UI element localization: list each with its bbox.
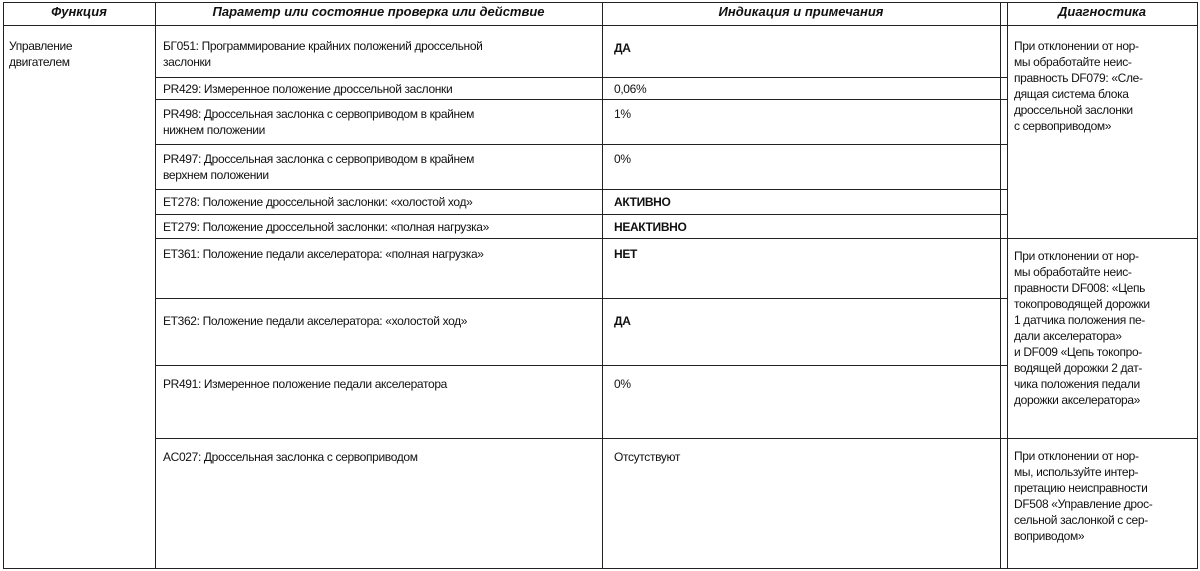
indication-cell: ДА [614, 41, 631, 55]
parameter-cell: БГ051: Программирование крайних положений дроссельной заслонки [163, 39, 483, 69]
header-indication: Индикация и примечания [718, 4, 884, 19]
row-divider [155, 77, 1008, 78]
header-parameter: Параметр или состояние проверка или действие [212, 4, 545, 19]
indication-cell: 0,06% [614, 82, 647, 96]
table-border-left [3, 2, 4, 569]
row-divider [155, 238, 1198, 239]
diagnostics-cell: При отклонении от нор- мы, используйте интер- претацию неисправности DF508 «Управление дрос- сельной заслонкой с сер- воприводом» [1014, 449, 1153, 543]
function-cell: Управление двигателем [9, 39, 73, 69]
row-divider [155, 214, 1008, 215]
row-divider [155, 189, 1008, 190]
parameter-cell: PR491: Измеренное положение педали акселератора [163, 377, 447, 391]
indication-cell: 0% [614, 377, 631, 391]
row-divider [155, 365, 1008, 366]
indication-cell: Отсутствуют [614, 450, 681, 464]
diagnostics-cell: При отклонении от нор- мы обработайте неис- правность DF079: «Сле- дящая система блока дроссельной заслонки с сервоприводом» [1014, 39, 1143, 133]
column-divider-2 [602, 2, 603, 569]
header-diagnostics: Диагностика [1058, 4, 1146, 19]
column-divider-4 [1007, 2, 1008, 569]
indication-cell: АКТИВНО [614, 195, 671, 209]
parameter-cell: PR429: Измеренное положение дроссельной заслонки [163, 82, 453, 96]
parameter-cell: ET278: Положение дроссельной заслонки: «холостой ход» [163, 195, 473, 209]
row-divider [155, 99, 1008, 100]
indication-cell: НЕТ [614, 247, 637, 261]
row-divider [155, 298, 1008, 299]
header-divider [3, 25, 1198, 26]
indication-cell: НЕАКТИВНО [614, 220, 687, 234]
indication-cell: 1% [614, 107, 631, 121]
row-divider [155, 438, 1198, 439]
indication-cell: 0% [614, 152, 631, 166]
row-divider [155, 144, 1008, 145]
header-function: Функция [51, 4, 107, 19]
parameter-cell: ET362: Положение педали акселератора: «холостой ход» [163, 314, 468, 328]
table-border-right [1197, 2, 1198, 569]
parameter-cell: AC027: Дроссельная заслонка с сервоприводом [163, 450, 418, 464]
parameter-cell: ET279: Положение дроссельной заслонки: «полная нагрузка» [163, 220, 489, 234]
parameter-cell: PR497: Дроссельная заслонка с сервоприводом в крайнем верхнем положении [163, 152, 475, 182]
indication-cell: ДА [614, 314, 631, 328]
column-divider-1 [155, 2, 156, 569]
parameter-cell: ET361: Положение педали акселератора: «полная нагрузка» [163, 247, 484, 261]
table-border-bottom [3, 568, 1198, 569]
column-divider-3 [1000, 2, 1001, 569]
diagnostics-cell: При отклонении от нор- мы обработайте неис- правности DF008: «Цепь токопроводящей дорожки 1 датчика положения пе- дали акселератора» и DF009 «Цепь токопро- водящей дорожки 2 дат- чика положения педали дорожки акселератора» [1014, 249, 1150, 407]
parameter-cell: PR498: Дроссельная заслонка с сервоприводом в крайнем нижнем положении [163, 107, 475, 137]
